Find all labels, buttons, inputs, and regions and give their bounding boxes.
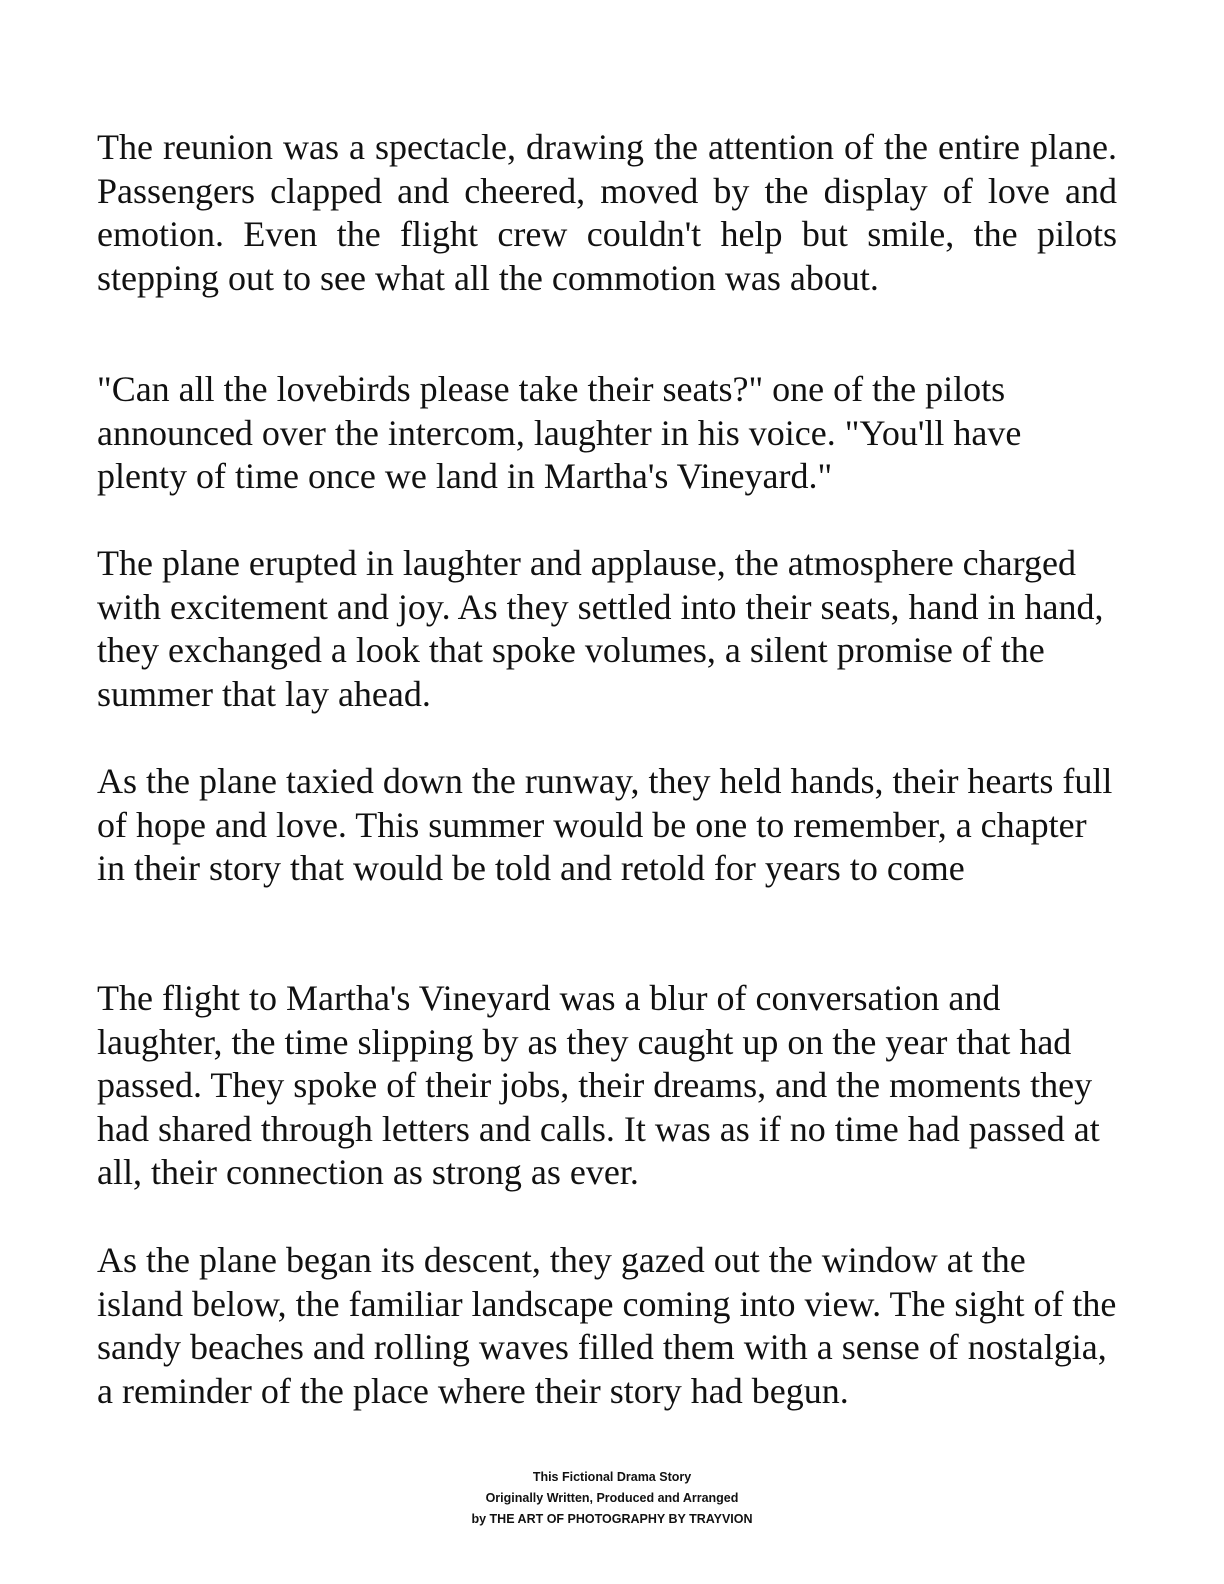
story-paragraph-6: As the plane began its descent, they gazed out the window at the island below, the familiar landscape coming into view. The sight of the sandy beaches and rolling waves filled them with a sense of nostalgia, a reminder of the place where their story had begun. [97,1240,1117,1411]
footer-line-1: This Fictional Drama Story [532,1470,692,1484]
story-paragraph-5: The flight to Martha's Vineyard was a blur of conversation and laughter, the time slipping by as they caught up on the year that had passed. They spoke of their jobs, their dreams, and the moments they had shared through letters and calls. It was as if no time had passed at all, their connection as strong as ever. [97,978,1100,1192]
credits-footer [0,1467,1224,1530]
story-paragraph-2: "Can all the lovebirds please take their seats?" one of the pilots announced over the intercom, laughter in his voice. "You'll have plenty of time once we land in Martha's Vineyard." [97,369,1022,496]
footer-line-3: by THE ART OF PHOTOGRAPHY BY TRAYVION [471,1512,753,1526]
footer-line-2: Originally Written, Produced and Arranged [485,1491,739,1505]
story-paragraph-4: As the plane taxied down the runway, they held hands, their hearts full of hope and love. This summer would be one to remember, a chapter in their story that would be told and retold for years to come [97,761,1113,888]
story-paragraph-1: The reunion was a spectacle, drawing the attention of the entire plane. Passengers clapped and cheered, moved by the display of love and emotion. Even the flight crew couldn't help but smile, the pilots stepping out to see what all the commotion was about. [97,127,1117,298]
story-paragraph-3: The plane erupted in laughter and applause, the atmosphere charged with excitement and joy. As they settled into their seats, hand in hand, they exchanged a look that spoke volumes, a silent promise of the summer that lay ahead. [97,543,1104,714]
